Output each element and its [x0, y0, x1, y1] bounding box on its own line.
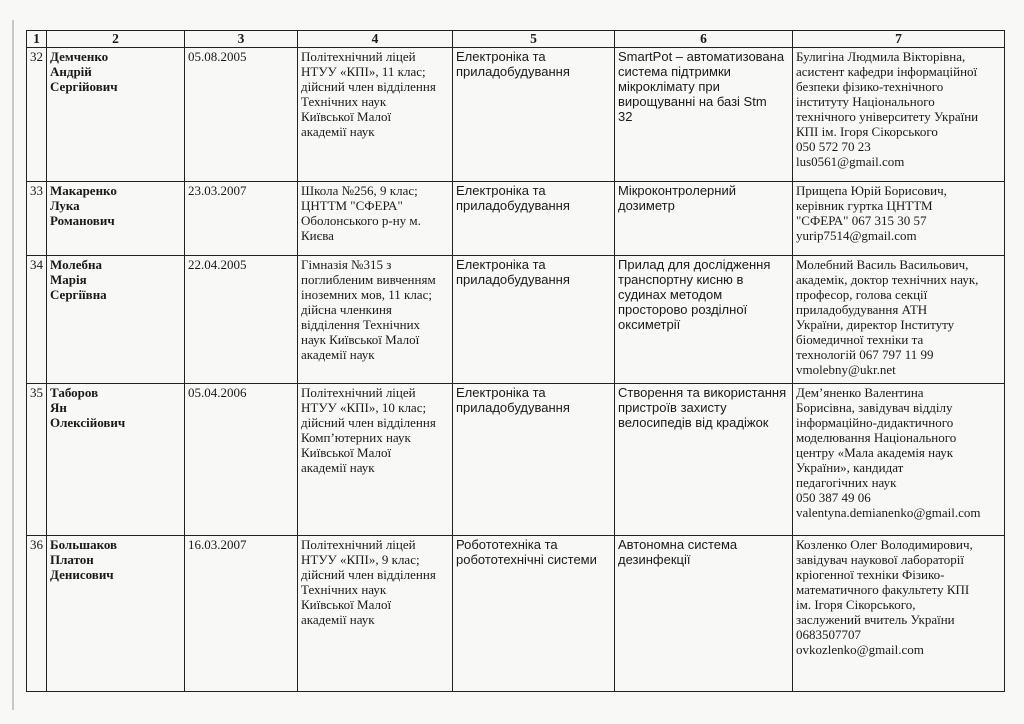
table-row	[27, 384, 1005, 536]
supervisor-line: приладобудування АТН	[796, 302, 928, 317]
supervisor-line: ім. Ігоря Сікорського,	[796, 597, 916, 612]
section-line: Робототехніка та	[456, 537, 558, 552]
col-header-5: 5	[453, 31, 615, 48]
birth-date: 16.03.2007	[185, 536, 298, 692]
supervisor-line: технологій 067 797 11 99	[796, 347, 934, 362]
col-header-6: 6	[615, 31, 793, 48]
supervisor-line: завідувач наукової лабораторії	[796, 552, 964, 567]
birth-date: 05.04.2006	[185, 384, 298, 536]
supervisor-line: педагогічних наук	[796, 475, 897, 490]
topic-line: мікроклімату при	[618, 79, 720, 94]
name-line: Платон	[50, 552, 94, 567]
supervisor-line: lus0561@gmail.com	[796, 154, 905, 169]
participant-name	[47, 536, 185, 692]
project-topic	[615, 48, 793, 182]
name-line: Романович	[50, 213, 115, 228]
participants-table	[26, 30, 1005, 692]
school-line: Київської Малої	[301, 109, 392, 124]
school-line: відділення Технічних	[301, 317, 421, 332]
col-header-1: 1	[27, 31, 47, 48]
school-line: академії наук	[301, 460, 375, 475]
supervisor-line: професор, голова секції	[796, 287, 928, 302]
section-name	[453, 256, 615, 384]
project-topic	[615, 384, 793, 536]
row-number: 32	[27, 48, 47, 182]
section-line: приладобудування	[456, 400, 570, 415]
name-line: Демченко	[50, 49, 109, 64]
row-number: 33	[27, 182, 47, 256]
topic-line: вирощуванні на базі Stm	[618, 94, 767, 109]
table-row	[27, 536, 1005, 692]
school-line: НТУУ «КПІ», 10 клас;	[301, 400, 427, 415]
school-line: академії наук	[301, 612, 375, 627]
supervisor-info	[793, 536, 1005, 692]
section-name	[453, 536, 615, 692]
row-number: 36	[27, 536, 47, 692]
birth-date: 23.03.2007	[185, 182, 298, 256]
header-row	[27, 31, 1005, 48]
school-line: дійсна членкиня	[301, 302, 392, 317]
table-row	[27, 182, 1005, 256]
supervisor-info	[793, 48, 1005, 182]
school-line: дійсний член відділення	[301, 415, 436, 430]
row-number: 35	[27, 384, 47, 536]
topic-line: пристроїв захисту	[618, 400, 727, 415]
school-line: Технічних наук	[301, 582, 387, 597]
supervisor-line: yurip7514@gmail.com	[796, 228, 917, 243]
school-line: іноземних мов, 11 клас;	[301, 287, 432, 302]
supervisor-line: моделювання Національного	[796, 430, 957, 445]
col-header-2: 2	[47, 31, 185, 48]
supervisor-line: valentyna.demianenko@gmail.com	[796, 505, 981, 520]
school-line: дійсний член відділення	[301, 79, 436, 94]
school-info	[298, 384, 453, 536]
supervisor-line: ovkozlenko@gmail.com	[796, 642, 924, 657]
section-line: приладобудування	[456, 64, 570, 79]
supervisor-line: Козленко Олег Володимирович,	[796, 537, 973, 552]
participant-name	[47, 256, 185, 384]
project-topic	[615, 256, 793, 384]
school-line: Політехнічний ліцей	[301, 49, 416, 64]
school-info	[298, 182, 453, 256]
name-line: Ян	[50, 400, 67, 415]
supervisor-line: математичного факультету КПІ	[796, 582, 970, 597]
section-line: Електроніка та	[456, 49, 546, 64]
col-header-7: 7	[793, 31, 1005, 48]
col-header-4: 4	[298, 31, 453, 48]
supervisor-line: Булигіна Людмила Вікторівна,	[796, 49, 966, 64]
supervisor-line: України, директор Інституту	[796, 317, 955, 332]
supervisor-line: КПІ ім. Ігоря Сікорського	[796, 124, 938, 139]
topic-line: Мікроконтролерний	[618, 183, 736, 198]
supervisor-line: України», кандидат	[796, 460, 904, 475]
participant-name	[47, 48, 185, 182]
name-line: Сергіївна	[50, 287, 107, 302]
topic-line: судинах методом	[618, 287, 723, 302]
school-line: Політехнічний ліцей	[301, 537, 416, 552]
supervisor-line: Прищепа Юрій Борисович,	[796, 183, 947, 198]
school-line: НТУУ «КПІ», 11 клас;	[301, 64, 426, 79]
supervisor-line: "СФЕРА" 067 315 30 57	[796, 213, 927, 228]
table-row	[27, 48, 1005, 182]
school-line: ЦНТТМ "СФЕРА"	[301, 198, 403, 213]
school-line: академії наук	[301, 347, 375, 362]
topic-line: дозиметр	[618, 198, 675, 213]
name-line: Олексійович	[50, 415, 126, 430]
topic-line: велосипедів від крадіжок	[618, 415, 769, 430]
topic-line: Прилад для дослідження	[618, 257, 771, 272]
supervisor-line: центру «Мала академія наук	[796, 445, 954, 460]
section-name	[453, 384, 615, 536]
supervisor-line: vmolebny@ukr.net	[796, 362, 896, 377]
school-line: Технічних наук	[301, 94, 387, 109]
birth-date: 22.04.2005	[185, 256, 298, 384]
supervisor-line: 0683507707	[796, 627, 861, 642]
supervisor-info	[793, 182, 1005, 256]
name-line: Сергійович	[50, 79, 118, 94]
topic-line: просторово розділної	[618, 302, 748, 317]
topic-line: система підтримки	[618, 64, 731, 79]
name-line: Денисович	[50, 567, 114, 582]
name-line: Таборов	[50, 385, 99, 400]
binding-edge	[6, 20, 20, 710]
supervisor-line: керівник гуртка ЦНТТМ	[796, 198, 933, 213]
supervisor-line: асистент кафедри інформаційної	[796, 64, 978, 79]
topic-line: дезинфекції	[618, 552, 691, 567]
section-line: приладобудування	[456, 272, 570, 287]
section-name	[453, 48, 615, 182]
school-info	[298, 536, 453, 692]
name-line: Большаков	[50, 537, 118, 552]
topic-line: 32	[618, 109, 633, 124]
name-line: Лука	[50, 198, 80, 213]
participant-name	[47, 182, 185, 256]
supervisor-line: академік, доктор технічних наук,	[796, 272, 979, 287]
section-name	[453, 182, 615, 256]
supervisor-line: кріогенної техніки Фізико-	[796, 567, 945, 582]
supervisor-line: Дем’яненко Валентина	[796, 385, 924, 400]
school-info	[298, 48, 453, 182]
supervisor-line: 050 572 70 23	[796, 139, 871, 154]
section-line: приладобудування	[456, 198, 570, 213]
topic-line: Автономна система	[618, 537, 738, 552]
name-line: Молебна	[50, 257, 102, 272]
topic-line: оксиметрії	[618, 317, 681, 332]
name-line: Макаренко	[50, 183, 117, 198]
supervisor-line: інформаційно-дидактичного	[796, 415, 954, 430]
school-line: академії наук	[301, 124, 375, 139]
supervisor-info	[793, 384, 1005, 536]
school-line: Київської Малої	[301, 445, 392, 460]
supervisor-line: безпеки фізико-технічного	[796, 79, 944, 94]
school-line: Оболонського р-ну м.	[301, 213, 421, 228]
birth-date: 05.08.2005	[185, 48, 298, 182]
school-line: Києва	[301, 228, 334, 243]
school-line: Київської Малої	[301, 597, 392, 612]
row-number: 34	[27, 256, 47, 384]
supervisor-line: 050 387 49 06	[796, 490, 871, 505]
school-line: Комп’ютерних наук	[301, 430, 411, 445]
supervisor-line: біомедичної техніки та	[796, 332, 924, 347]
col-header-3: 3	[185, 31, 298, 48]
project-topic	[615, 182, 793, 256]
section-line: Електроніка та	[456, 257, 546, 272]
supervisor-line: технічного університету України	[796, 109, 979, 124]
school-line: Гімназія №315 з	[301, 257, 392, 272]
school-line: НТУУ «КПІ», 9 клас;	[301, 552, 420, 567]
supervisor-line: Борисівна, завідувач відділу	[796, 400, 953, 415]
topic-line: транспортну кисню в	[618, 272, 744, 287]
name-line: Марія	[50, 272, 87, 287]
school-line: наук Київської Малої	[301, 332, 420, 347]
supervisor-info	[793, 256, 1005, 384]
name-line: Андрій	[50, 64, 92, 79]
school-info	[298, 256, 453, 384]
school-line: Школа №256, 9 клас;	[301, 183, 418, 198]
supervisor-line: інституту Національного	[796, 94, 935, 109]
participant-name	[47, 384, 185, 536]
supervisor-line: Молебний Василь Васильович,	[796, 257, 969, 272]
project-topic	[615, 536, 793, 692]
section-line: робототехнічні системи	[456, 552, 597, 567]
school-line: поглибленим вивченням	[301, 272, 436, 287]
section-line: Електроніка та	[456, 183, 546, 198]
topic-line: SmartPot – автоматизована	[618, 49, 785, 64]
school-line: дійсний член відділення	[301, 567, 436, 582]
school-line: Політехнічний ліцей	[301, 385, 416, 400]
supervisor-line: заслужений вчитель України	[796, 612, 955, 627]
topic-line: Створення та використання	[618, 385, 787, 400]
section-line: Електроніка та	[456, 385, 546, 400]
table-row	[27, 256, 1005, 384]
